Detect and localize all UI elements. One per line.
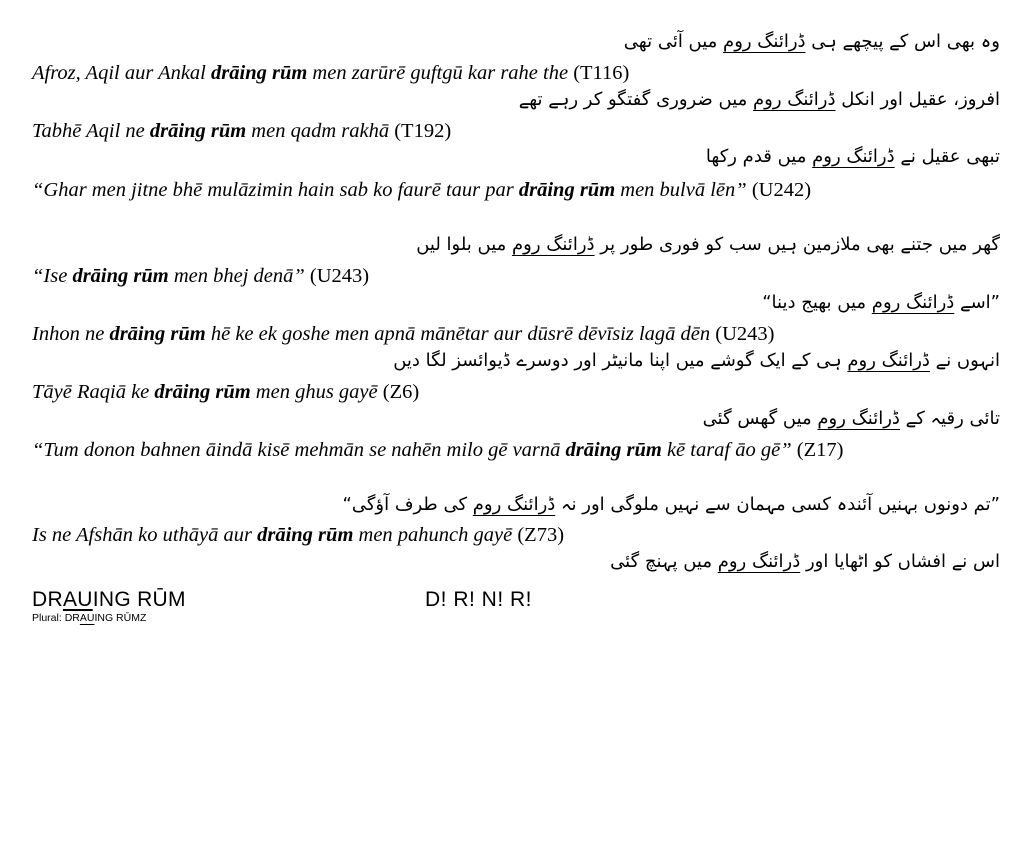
urdu-text: میں گھس گئی xyxy=(702,408,818,429)
phoneme-sequence: D! R! N! R! xyxy=(425,588,533,611)
urdu-text: تائی رقیہ کے xyxy=(899,408,1000,429)
urdu-text: تبھی عقیل نے xyxy=(894,146,1000,167)
urdu-text: انہوں نے xyxy=(929,350,1000,371)
urdu-headword-underlined: ڈرائنگ روم xyxy=(817,408,900,429)
urdu-sentence-1 xyxy=(519,86,1000,114)
urdu-sentence-8 xyxy=(610,548,1000,576)
urdu-sentence-6 xyxy=(703,405,1000,433)
urdu-sentence-3 xyxy=(416,231,1000,259)
urdu-text: میں بھیج دینا“ xyxy=(762,292,872,313)
urdu-headword-underlined: ڈرائنگ روم xyxy=(871,292,955,313)
translit-text: Tabhē Aqil ne xyxy=(32,120,150,142)
transliteration-6 xyxy=(32,380,1004,404)
urdu-text: اس نے افشاں کو اٹھایا اور xyxy=(800,551,1000,572)
urdu-text: ”اسے xyxy=(954,292,1000,313)
urdu-text: ہی کے ایک گوشے میں اپنا مانیٹر اور دوسرے ڈیوائسز لگا دیں xyxy=(393,350,848,371)
plural-part: DR xyxy=(64,612,80,624)
plural-part: ING RŪMZ xyxy=(94,612,147,624)
translit-text: Tāyē Raqiā ke xyxy=(32,381,155,403)
translit-text: Is ne Afshān ko uthāyā aur xyxy=(32,524,258,546)
translit-text: kē taraf āo gē” xyxy=(661,439,797,461)
transliteration-1 xyxy=(32,61,1004,85)
urdu-headword-underlined: ڈرائنگ روم xyxy=(472,494,556,515)
urdu-text: میں بلوا لیں xyxy=(416,234,513,255)
headword-bold: drāing rūm xyxy=(109,323,206,345)
plural-form xyxy=(32,612,146,624)
source-ref: (T192) xyxy=(394,120,452,142)
transliteration-7 xyxy=(32,438,1008,462)
source-ref: (Z73) xyxy=(517,524,565,546)
source-ref: (U243) xyxy=(715,323,775,345)
urdu-sentence-4 xyxy=(762,289,1000,317)
urdu-text: میں قدم رکھا xyxy=(705,146,813,167)
translit-text: men ghus gayē xyxy=(250,381,383,403)
source-ref: (Z17) xyxy=(796,439,844,461)
transliteration-2 xyxy=(32,119,1004,143)
urdu-sentence-2 xyxy=(706,143,1000,171)
urdu-text: ”تم دونوں بہنیں آئندہ کسی مہمان سے نہیں ملوگی اور نہ xyxy=(555,494,1000,515)
transliteration-4 xyxy=(32,264,1004,288)
translit-text: men bhej denā” xyxy=(168,265,310,287)
urdu-text: میں پہنچ گئی xyxy=(610,551,718,572)
source-ref: (T116) xyxy=(573,62,630,84)
translit-text: hē ke ek goshe men apnā mānētar aur dūsrē dēvīsiz lagā dēn xyxy=(205,323,716,345)
urdu-headword-underlined: ڈرائنگ روم xyxy=(812,146,895,167)
translit-text: “Ghar men jitne bhē mulāzimin hain sab ko faurē taur par xyxy=(32,179,519,201)
transliteration-5 xyxy=(32,322,1004,346)
urdu-text: میں آئی تھی xyxy=(623,31,724,52)
translit-text: men bulvā lēn” xyxy=(615,179,752,201)
urdu-sentence-0 xyxy=(624,28,1000,56)
urdu-headword-underlined: ڈرائنگ روم xyxy=(752,89,836,110)
translit-text: “Ise xyxy=(32,265,73,287)
source-ref: (Z6) xyxy=(382,381,420,403)
urdu-sentence-5 xyxy=(393,347,1000,375)
source-ref: (U242) xyxy=(751,179,812,201)
headword-part: DR xyxy=(32,588,63,611)
headword xyxy=(32,588,186,612)
headword-underlined-part: AU xyxy=(62,588,93,611)
headword-bold: drāing rūm xyxy=(211,62,308,84)
translit-text: men zarūrē guftgū kar rahe the xyxy=(307,62,574,84)
headword-bold: drāing rūm xyxy=(149,120,247,142)
transliteration-3 xyxy=(32,178,1008,202)
headword-bold: drāing rūm xyxy=(72,265,169,287)
urdu-text: کی طرف آؤگی“ xyxy=(342,494,473,515)
urdu-text: میں ضروری گفتگو کر رہے تھے xyxy=(518,89,753,110)
urdu-text: گھر میں جتنے بھی ملازمین ہیں سب کو فوری طور پر xyxy=(594,234,1000,255)
transliteration-8 xyxy=(32,523,1004,547)
headword-bold: drāing rūm xyxy=(154,381,251,403)
urdu-headword-underlined: ڈرائنگ روم xyxy=(717,551,801,572)
translit-text: Afroz, Aqil aur Ankal xyxy=(32,62,212,84)
headword-bold: drāing rūm xyxy=(565,439,662,461)
urdu-text: افروز، عقیل اور انکل xyxy=(835,89,1000,110)
translit-text: men pahunch gayē xyxy=(353,524,518,546)
translit-text: men qadm rakhā xyxy=(246,120,395,142)
source-ref: (U243) xyxy=(309,265,370,287)
translit-text: “Tum donon bahnen āindā kisē mehmān se nahēn milo gē varnā xyxy=(32,439,566,461)
urdu-text: وہ بھی اس کے پیچھے ہی xyxy=(805,31,1000,52)
headword-bold: drāing rūm xyxy=(518,179,616,201)
urdu-headword-underlined: ڈرائنگ روم xyxy=(847,350,930,371)
urdu-headword-underlined: ڈرائنگ روم xyxy=(512,234,595,255)
translit-text: Inhon ne xyxy=(32,323,110,345)
plural-underlined-part: AU xyxy=(79,612,95,624)
headword-bold: drāing rūm xyxy=(257,524,354,546)
plural-label: Plural: xyxy=(32,612,65,624)
urdu-headword-underlined: ڈرائنگ روم xyxy=(723,31,806,52)
urdu-sentence-7 xyxy=(343,491,1000,519)
headword-part: ING RŪM xyxy=(92,588,186,611)
